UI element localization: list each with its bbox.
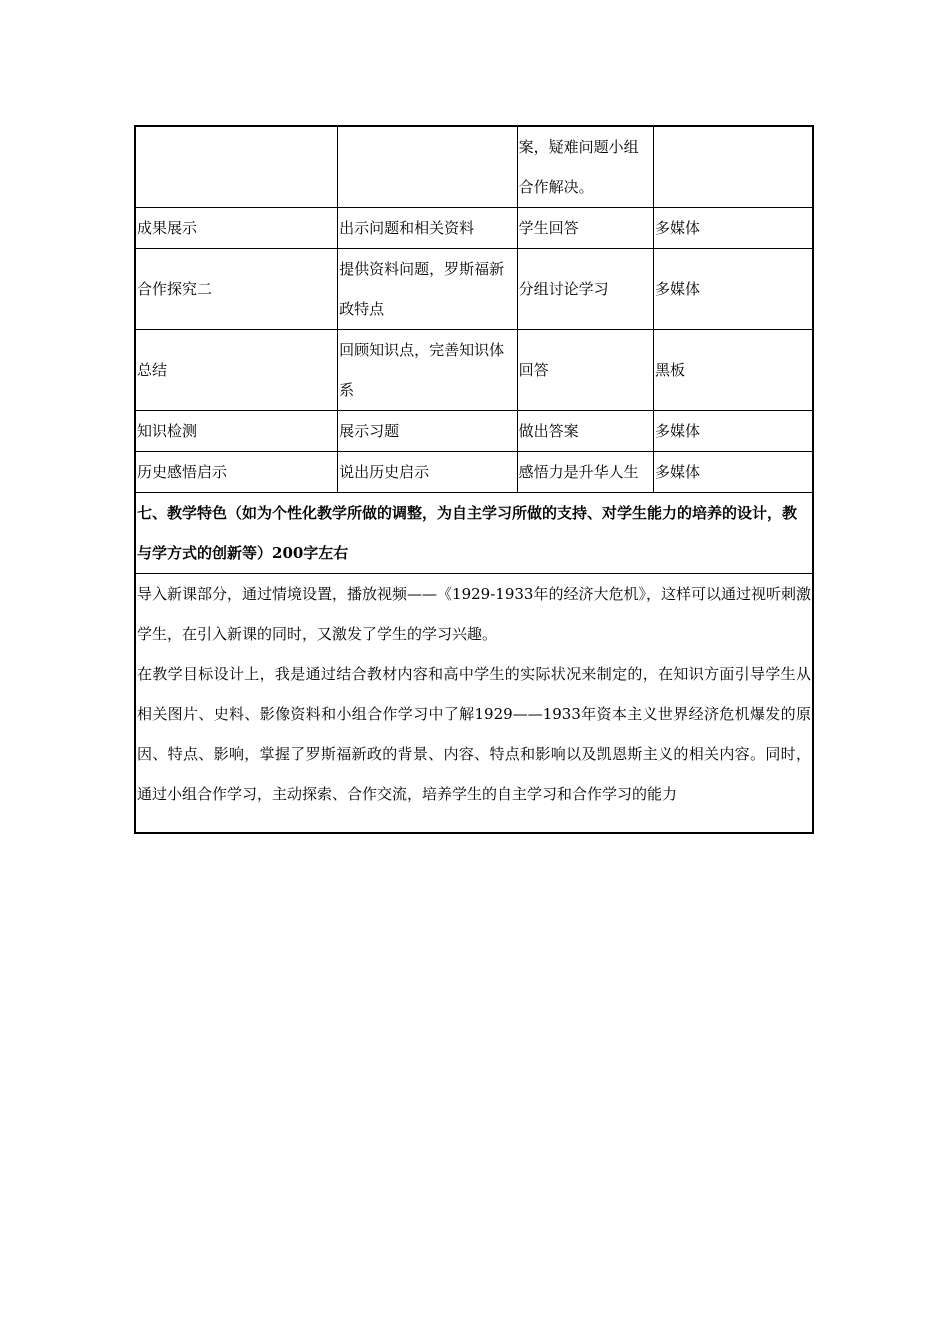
stage-cell: 历史感悟启示 bbox=[135, 452, 338, 493]
media-cell: 多媒体 bbox=[654, 208, 814, 249]
table-row bbox=[135, 208, 813, 249]
stage-cell: 合作探究二 bbox=[135, 249, 338, 330]
table-row bbox=[135, 126, 813, 208]
teacher-activity-cell: 回顾知识点，完善知识体系 bbox=[338, 330, 518, 411]
media-cell: 多媒体 bbox=[654, 411, 814, 452]
teacher-activity-cell: 说出历史启示 bbox=[338, 452, 518, 493]
stage-cell: 总结 bbox=[135, 330, 338, 411]
teacher-activity-cell: 提供资料问题，罗斯福新政特点 bbox=[338, 249, 518, 330]
teacher-activity-cell bbox=[338, 126, 518, 208]
paragraph: 导入新课部分，通过情境设置，播放视频——《1929-1933年的经济大危机》，这样可以通过视听刺激学生，在引入新课的同时，又激发了学生的学习兴趣。 bbox=[137, 585, 811, 643]
table-row bbox=[135, 249, 813, 330]
student-activity-cell: 感悟力是升华人生 bbox=[517, 452, 653, 493]
teacher-activity-cell: 展示习题 bbox=[338, 411, 518, 452]
student-activity-cell: 学生回答 bbox=[517, 208, 653, 249]
student-activity-cell: 回答 bbox=[517, 330, 653, 411]
student-activity-cell: 分组讨论学习 bbox=[517, 249, 653, 330]
paragraph: 在教学目标设计上，我是通过结合教材内容和高中学生的实际状况来制定的，在知识方面引导学生从相关图片、史料、影像资料和小组合作学习中了解1929——1933年资本主义世界经济危机爆发的原因、特点、影响，掌握了罗斯福新政的背景、内容、特点和影响以及凯恩斯主义的相关内容。同时，通过小组合作学习，主动探索、合作交流，培养学生的自主学习和合作学习的能力 bbox=[137, 665, 811, 803]
stage-cell: 知识检测 bbox=[135, 411, 338, 452]
media-cell: 黑板 bbox=[654, 330, 814, 411]
student-activity-cell: 做出答案 bbox=[517, 411, 653, 452]
media-cell bbox=[654, 126, 814, 208]
media-cell: 多媒体 bbox=[654, 249, 814, 330]
section-body-row bbox=[135, 574, 813, 834]
media-cell: 多媒体 bbox=[654, 452, 814, 493]
table-row bbox=[135, 330, 813, 411]
teacher-activity-cell: 出示问题和相关资料 bbox=[338, 208, 518, 249]
table-row bbox=[135, 411, 813, 452]
stage-cell: 成果展示 bbox=[135, 208, 338, 249]
lesson-plan-table bbox=[134, 125, 814, 834]
section-body bbox=[135, 574, 813, 834]
section-heading: 七、教学特色（如为个性化教学所做的调整，为自主学习所做的支持、对学生能力的培养的设计，教与学方式的创新等）200字左右 bbox=[135, 493, 813, 574]
student-activity-cell: 案，疑难问题小组合作解决。 bbox=[517, 126, 653, 208]
stage-cell bbox=[135, 126, 338, 208]
table-row bbox=[135, 452, 813, 493]
section-heading-row bbox=[135, 493, 813, 574]
